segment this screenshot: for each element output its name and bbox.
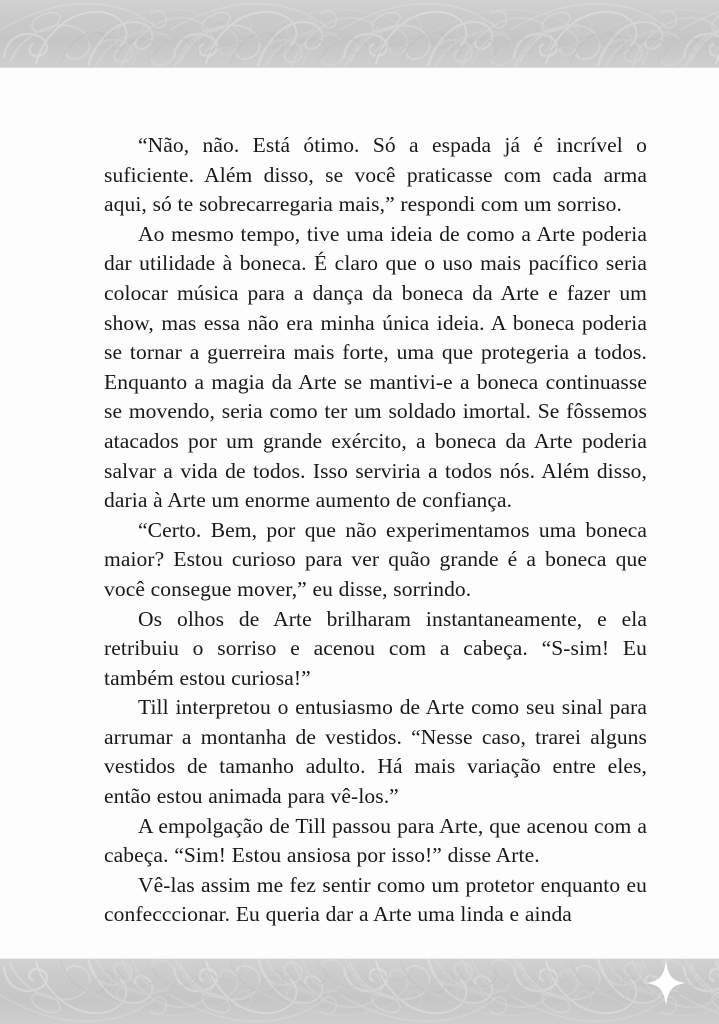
paragraph: “Não, não. Está ótimo. Só a espada já é incrível o suficiente. Além disso, se você praticasse com cada arma aqui, só te sobrecarregaria mais,” respondi com um sorriso. [104, 133, 647, 217]
paragraph: Vê-las assim me fez sentir como um protetor enquanto eu confecccionar. Eu queria dar a Arte uma linda e ainda [104, 872, 647, 927]
damask-ornament-band-bottom [0, 958, 719, 1024]
paragraph: “Certo. Bem, por que não experimentamos uma boneca maior? Estou curioso para ver quão grande é a boneca que você consegue mover,” eu disse, sorrindo. [104, 517, 647, 601]
page-body-text [104, 131, 647, 930]
damask-ornament-band-top [0, 0, 719, 68]
damask-scroll-pattern-icon [0, 0, 719, 67]
damask-scroll-pattern-icon [0, 959, 719, 1024]
paragraph: A empolgação de Till passou para Arte, que acenou com a cabeça. “Sim! Estou ansiosa por isso!” disse Arte. [104, 813, 647, 868]
paragraph: Ao mesmo tempo, tive uma ideia de como a Arte poderia dar utilidade à boneca. É claro que o uso mais pacífico seria colocar música para a dança da boneca da Arte e fazer um show, mas essa não era minha única ideia. A boneca poderia se tornar a guerreira mais forte, uma que protegeria a todos. Enquanto a magia da Arte se mantivi-e a boneca continuasse se movendo, seria como ter um soldado imortal. Se fôssemos atacados por um grande exército, a boneca da Arte poderia salvar a vida de todos. Isso serviria a todos nós. Além disso, daria à Arte um enorme aumento de confiança. [104, 221, 647, 513]
paragraph: Till interpretou o entusiasmo de Arte como seu sinal para arrumar a montanha de vestidos. “Nesse caso, trarei alguns vestidos de tamanho adulto. Há mais variação entre eles, então estou animada para vê-los.” [104, 695, 647, 809]
paragraph: Os olhos de Arte brilharam instantaneamente, e ela retribuiu o sorriso e acenou com a cabeça. “S-sim! Eu também estou curiosa!” [104, 606, 647, 690]
